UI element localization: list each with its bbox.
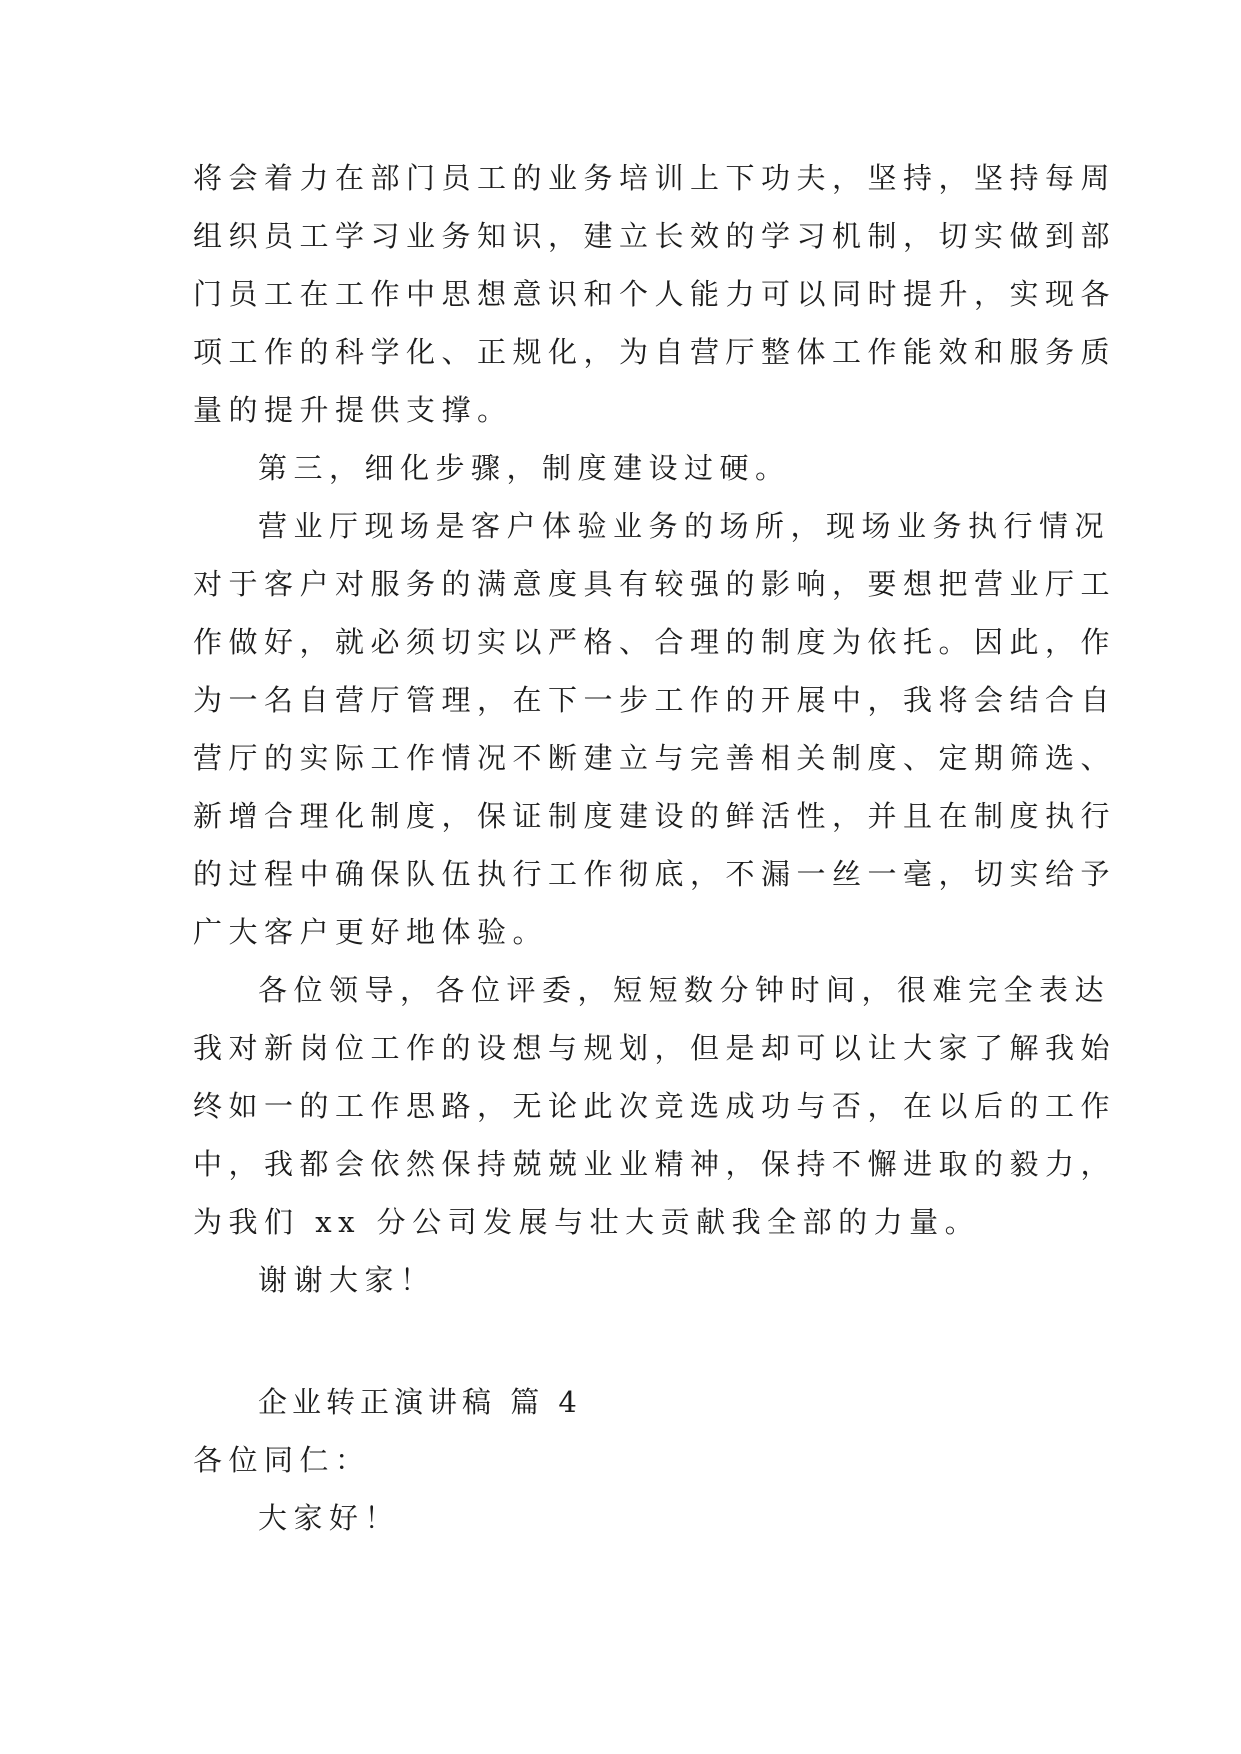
body-text-line: 营厅的实际工作情况不断建立与完善相关制度、定期筛选、	[193, 741, 1117, 775]
body-text-line: 营业厅现场是客户体验业务的场所，现场业务执行情况	[258, 509, 1111, 543]
body-text-line: 组织员工学习业务知识，建立长效的学习机制，切实做到部	[193, 219, 1117, 253]
body-text-line: 为一名自营厅管理，在下一步工作的开展中，我将会结合自	[193, 683, 1117, 717]
article-title: 企业转正演讲稿 篇 4	[258, 1385, 582, 1419]
body-text-line: 将会着力在部门员工的业务培训上下功夫，坚持，坚持每周	[193, 161, 1117, 195]
section-heading: 第三，细化步骤，制度建设过硬。	[258, 451, 791, 485]
body-text-line: 项工作的科学化、正规化，为自营厅整体工作能效和服务质	[193, 335, 1117, 369]
body-text-line: 为我们 xx 分公司发展与壮大贡献我全部的力量。	[193, 1205, 981, 1239]
body-text-line: 广大客户更好地体验。	[193, 915, 549, 949]
body-text-line: 量的提升提供支撑。	[193, 393, 513, 427]
body-text-line: 各位领导，各位评委，短短数分钟时间，很难完全表达	[258, 973, 1111, 1007]
body-text-line: 新增合理化制度，保证制度建设的鲜活性，并且在制度执行	[193, 799, 1117, 833]
body-text-line: 终如一的工作思路，无论此次竞选成功与否，在以后的工作	[193, 1089, 1117, 1123]
greeting: 大家好！	[258, 1501, 401, 1535]
salutation: 各位同仁：	[193, 1443, 371, 1477]
body-text-line: 中，我都会依然保持兢兢业业精神，保持不懈进取的毅力，	[193, 1147, 1117, 1181]
body-text-line: 对于客户对服务的满意度具有较强的影响，要想把营业厅工	[193, 567, 1117, 601]
body-text-line: 作做好，就必须切实以严格、合理的制度为依托。因此，作	[193, 625, 1117, 659]
body-text-line: 我对新岗位工作的设想与规划，但是却可以让大家了解我始	[193, 1031, 1117, 1065]
closing-line: 谢谢大家！	[258, 1263, 436, 1297]
body-text-line: 的过程中确保队伍执行工作彻底，不漏一丝一毫，切实给予	[193, 857, 1117, 891]
body-text-line: 门员工在工作中思想意识和个人能力可以同时提升，实现各	[193, 277, 1117, 311]
